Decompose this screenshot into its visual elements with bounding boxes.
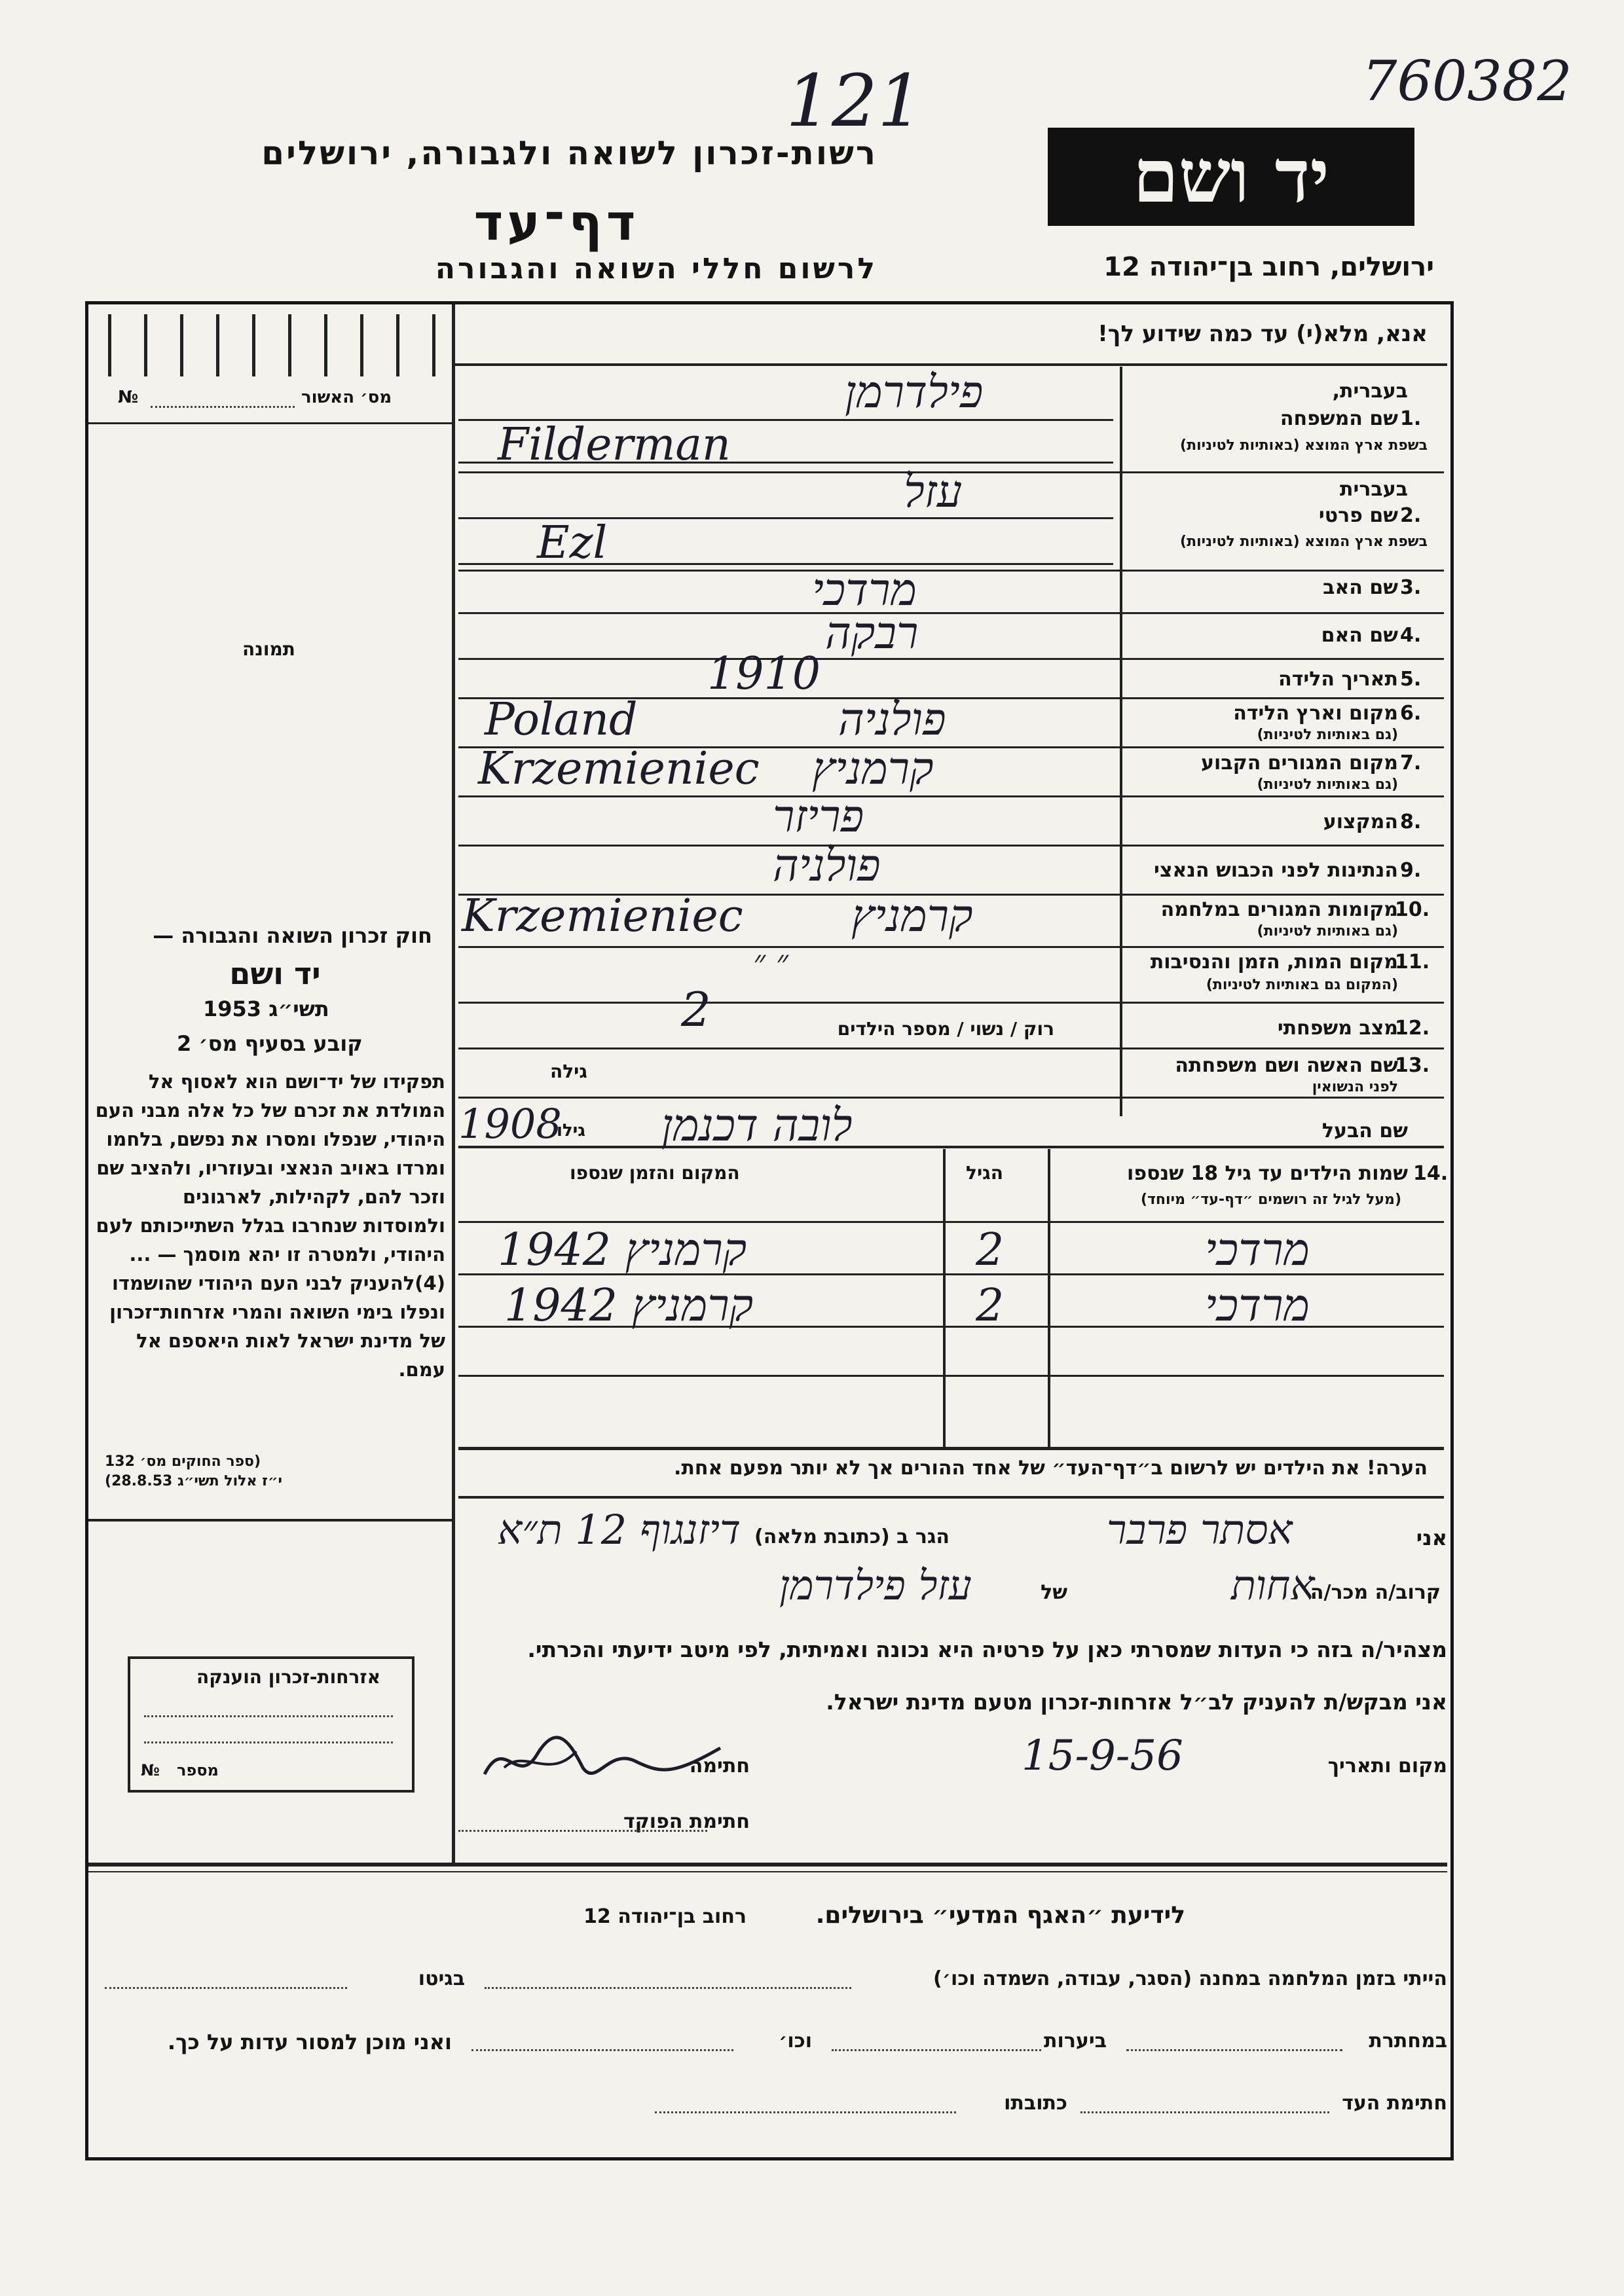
residence-hebrew: קרמניץ — [812, 743, 934, 795]
law-source: (ספר החוקים מס׳ 132 — [105, 1453, 261, 1470]
husband-age-label: גילו — [557, 1121, 585, 1140]
field-8-label: המקצוע — [1323, 811, 1398, 833]
surname-hebrew: פילדרמן — [845, 367, 984, 418]
file-number: 121 — [786, 59, 923, 143]
rule — [458, 658, 1444, 660]
field-6-num: 6. — [1400, 702, 1422, 725]
sidebar-divider — [452, 304, 455, 1863]
firstname-hebrew: עזל — [904, 466, 963, 518]
tick-marks — [108, 314, 435, 376]
children-heading: שמות הילדים עד גיל 18 שנספו — [1127, 1162, 1408, 1185]
rule — [458, 1496, 1444, 1499]
birth-date: 1910 — [707, 648, 821, 700]
law-date: י״ז אלול תשי״ג 28.8.53) — [105, 1473, 283, 1489]
field-2-sub: בשפת ארץ המוצא (באותיות לטיניות) — [1180, 534, 1428, 550]
sidebar-rule — [88, 1519, 452, 1522]
law-year: תשי״ג 1953 — [203, 996, 329, 1021]
header-address: ירושלים, רחוב בן־יהודה 12 — [1103, 252, 1434, 282]
field-3-num: 3. — [1400, 576, 1422, 599]
of-label: של — [1041, 1581, 1067, 1604]
footer-ghetto-label: בגיטו — [418, 1967, 465, 1990]
declarant-address: דיזנגוף 12 ת״א — [498, 1506, 741, 1554]
firstname-latin: Ezl — [537, 517, 608, 569]
declarant-name: אסתר פרבר — [1107, 1506, 1293, 1554]
rule — [458, 612, 1444, 614]
field-10-sub: (גם באותיות לטיניות) — [1257, 923, 1398, 939]
officer-signature-label: חתימת הפוקד — [623, 1810, 750, 1833]
father-name: מרדכי — [812, 564, 917, 616]
children-col-divider-1 — [1048, 1149, 1050, 1447]
wife-name: לובה דכנמן — [661, 1100, 853, 1152]
footer-forests-label: ביערות — [1044, 2030, 1107, 2052]
child-1-name: מרדכי — [1205, 1224, 1310, 1276]
field-9-label: הנתינות לפני הכבוש הנאצי — [1154, 859, 1398, 882]
place-date-label: מקום ותאריך — [1327, 1755, 1447, 1777]
rule — [458, 1146, 1444, 1148]
approval-no-sign: № — [118, 388, 139, 407]
field-11-num: 11. — [1395, 951, 1430, 974]
deceased-name: עזל פילדרמן — [779, 1561, 972, 1609]
field-8-num: 8. — [1400, 811, 1422, 833]
witness-address-label: כתובתו — [1004, 2092, 1067, 2115]
field-7-label: מקום המגורים הקבוע — [1201, 752, 1398, 774]
witness-address-line[interactable] — [655, 2111, 956, 2113]
field-6-sub: (גם באותיות לטיניות) — [1257, 727, 1398, 743]
rule — [458, 1097, 1444, 1099]
footer-title: לידיעת ״האגף המדעי״ בירושלים. — [815, 1902, 1185, 1929]
marital-children-count: 2 — [681, 982, 711, 1037]
field-1-num: 1. — [1400, 407, 1422, 430]
date-value: 15-9-56 — [1022, 1732, 1183, 1780]
officer-signature-line[interactable] — [458, 1830, 707, 1832]
yad-vashem-logo — [1048, 128, 1414, 226]
children-col-place: המקום והזמן שנספו — [570, 1162, 740, 1184]
declaration-statement: מצהיר/ה בזה כי העדות שמסרתי כאן על פרטיה היא נכונה ואמיתית, לפי מיטב ידיעתי והכרתי. — [527, 1637, 1447, 1662]
field-2-num: 2. — [1400, 504, 1422, 527]
citizenship-no-sign: № — [141, 1761, 160, 1779]
field-11-label: מקום המות, הזמן והנסיבות — [1150, 951, 1398, 974]
witness-signature-line[interactable] — [1080, 2111, 1329, 2113]
field-4-num: 4. — [1400, 624, 1422, 647]
child-1-age: 2 — [976, 1224, 1005, 1276]
residence-latin: Krzemieniec — [478, 743, 760, 795]
field-12-num: 12. — [1395, 1017, 1430, 1040]
ghetto-line[interactable] — [105, 1987, 347, 1989]
footer-camp-label: הייתי בזמן המלחמה במחנה (הסגר, עבודה, השמדה וכו׳) — [933, 1967, 1447, 1990]
field-6-label: מקום וארץ הלידה — [1233, 702, 1398, 725]
death-details: ״ ״ — [753, 943, 788, 981]
citizenship-line-2[interactable] — [144, 1741, 393, 1743]
marital-options: רוק / נשוי / מספר הילדים — [837, 1018, 1054, 1040]
underground-line[interactable] — [1126, 2049, 1342, 2051]
logo-text: יד ושם — [1132, 134, 1330, 219]
signature-label: חתימה — [689, 1755, 750, 1777]
field-3-label: שם האב — [1323, 576, 1398, 599]
citizenship-number-label: מספר — [177, 1761, 219, 1779]
law-clause: קובע בסעיף מס׳ 2 — [177, 1031, 363, 1056]
rule — [458, 1048, 1444, 1049]
field-2-label: שם פרטי — [1318, 504, 1398, 527]
field-5-label: תאריך הלידה — [1278, 668, 1398, 691]
approval-number-label: מס׳ האשור — [301, 388, 392, 407]
rule — [458, 1002, 1444, 1004]
signature-scribble — [478, 1728, 727, 1794]
children-col-age: הגיל — [966, 1162, 1003, 1184]
birthplace-latin: Poland — [485, 694, 638, 746]
field-13-sub: לפני הנשואין — [1312, 1079, 1398, 1095]
rule — [458, 1221, 1444, 1223]
field-2-lang: בעברית — [1340, 478, 1408, 501]
authority-name: רשות-זכרון לשואה ולגבורה, ירושלים — [261, 134, 877, 172]
children-col-divider-2 — [943, 1149, 946, 1447]
field-1-sub: בשפת ארץ המוצא (באותיות לטיניות) — [1180, 437, 1428, 454]
relation-label: קרוב/ה מכר/ה — [1310, 1581, 1441, 1604]
etc-line[interactable] — [471, 2049, 733, 2051]
rule — [458, 1447, 1444, 1450]
field-12-label: מצב משפחתי — [1277, 1017, 1398, 1040]
field-10-label: מקומות המגורים במלחמה — [1160, 898, 1398, 921]
field-9-num: 9. — [1400, 859, 1422, 882]
reference-number: 760382 — [1362, 49, 1572, 113]
photo-label: תמונה — [242, 638, 295, 660]
law-title: חוק זכרון השואה והגבורה — — [153, 923, 432, 948]
field-4-label: שם האם — [1321, 624, 1398, 647]
field-5-num: 5. — [1400, 668, 1422, 691]
footer-etc-label: וכו׳ — [779, 2030, 812, 2052]
footer-willing-label: ואני מוכן למסור עדות על כך. — [167, 2030, 452, 2054]
child-2-age: 2 — [976, 1280, 1005, 1332]
husband-name-label: שם הבעל — [1321, 1120, 1408, 1142]
instruction-divider — [452, 363, 1447, 366]
instruction: אנא, מלא(י) עד כמה שידוע לך! — [1098, 321, 1428, 347]
child-2-name: מרדכי — [1205, 1280, 1310, 1332]
law-name: יד ושם — [229, 956, 321, 991]
mother-name: רבקה — [825, 608, 919, 659]
citizenship-box-title: אזרחות-זכרון הוענקה — [196, 1666, 380, 1688]
label-column-divider — [1120, 367, 1122, 1116]
birthplace-hebrew: פולניה — [838, 694, 946, 746]
rule — [458, 795, 1444, 797]
field-7-sub: (גם באותיות לטיניות) — [1257, 776, 1398, 793]
rule — [458, 1375, 1444, 1377]
footer-underground-label: במחתרת — [1369, 2030, 1447, 2052]
form-subtitle: לרשום חללי השואה והגבורה — [435, 252, 877, 285]
footer-divider — [88, 1863, 1447, 1867]
law-text: תפקידו של יד־ושם הוא לאסוף אל המולדת את זכרם של כל אלה מבני העם היהודי, שנפלו ומסרו את נפשם, בלחמו ומרדו באויב הנאצי ובעוזריו, ולהציב שם וזכר להם, לקהילות, לארגונים ולמוסדות שנחרבו בגלל השתייכותם לעם היהודי, ולמטרה זו יהא מוסמך — ...(4)להעניק לבני העם היהודי שהושמדו ונפלו בימי השואה והמרי אזרחות־זכרון של מדינת ישראל לאות היאספם אל עמם. — [95, 1070, 445, 1381]
field-1-label: שם המשפחה — [1280, 407, 1398, 430]
children-note: הערה! את הילדים יש לרשום ב״דף־העד״ של אחד ההורים אך לא יותר מפעם אחת. — [674, 1457, 1428, 1480]
wife-age-label: גילה — [550, 1061, 587, 1082]
camp-line[interactable] — [485, 1987, 851, 1989]
footer-divider-thin — [88, 1871, 1447, 1872]
forests-line[interactable] — [832, 2049, 1041, 2051]
rule — [458, 946, 1444, 948]
relation-value: אחות — [1231, 1561, 1315, 1609]
children-heading-sub: (מעל לגיל זה רושמים ״דף-עד״ מיוחד) — [1140, 1192, 1401, 1208]
citizenship-request: אני מבקש/ת להעניק לב״ל אזרחות-זכרון מטעם מדינת ישראל. — [826, 1689, 1447, 1715]
field-1-lang: בעברית, — [1332, 380, 1408, 403]
rule — [458, 845, 1444, 847]
wartime-place-hebrew: קרמניץ — [851, 890, 973, 942]
profession: פריזר — [773, 791, 864, 843]
field-11-sub: (המקום גם באותיות לטיניות) — [1206, 977, 1398, 993]
footer-address: רחוב בן־יהודה 12 — [583, 1905, 747, 1928]
field-7-num: 7. — [1400, 752, 1422, 774]
child-1-place: קרמניץ 1942 — [498, 1224, 747, 1276]
form-title: דף־עד — [473, 193, 640, 251]
citizenship-line-1[interactable] — [144, 1715, 393, 1717]
field-13-num: 13. — [1395, 1054, 1430, 1077]
rule — [458, 570, 1444, 572]
field-13-label: שם האשה ושם משפחתה — [1175, 1054, 1398, 1077]
approval-number-line[interactable] — [151, 406, 295, 408]
citizenship: פולניה — [773, 840, 881, 892]
field-10-num: 10. — [1395, 898, 1430, 921]
wartime-place-latin: Krzemieniec — [462, 890, 743, 942]
declarant-label: אני — [1416, 1525, 1447, 1550]
surname-latin: Filderman — [498, 419, 731, 471]
child-2-place: קרמניץ 1942 — [504, 1280, 754, 1332]
approval-divider — [88, 422, 452, 424]
declarant-address-label: הגר ב (כתובת מלאה) — [754, 1525, 950, 1548]
children-heading-num: 14. — [1413, 1162, 1449, 1185]
witness-signature-label: חתימת העד — [1342, 2092, 1447, 2115]
wife-birth-year: 1908 — [458, 1100, 562, 1148]
